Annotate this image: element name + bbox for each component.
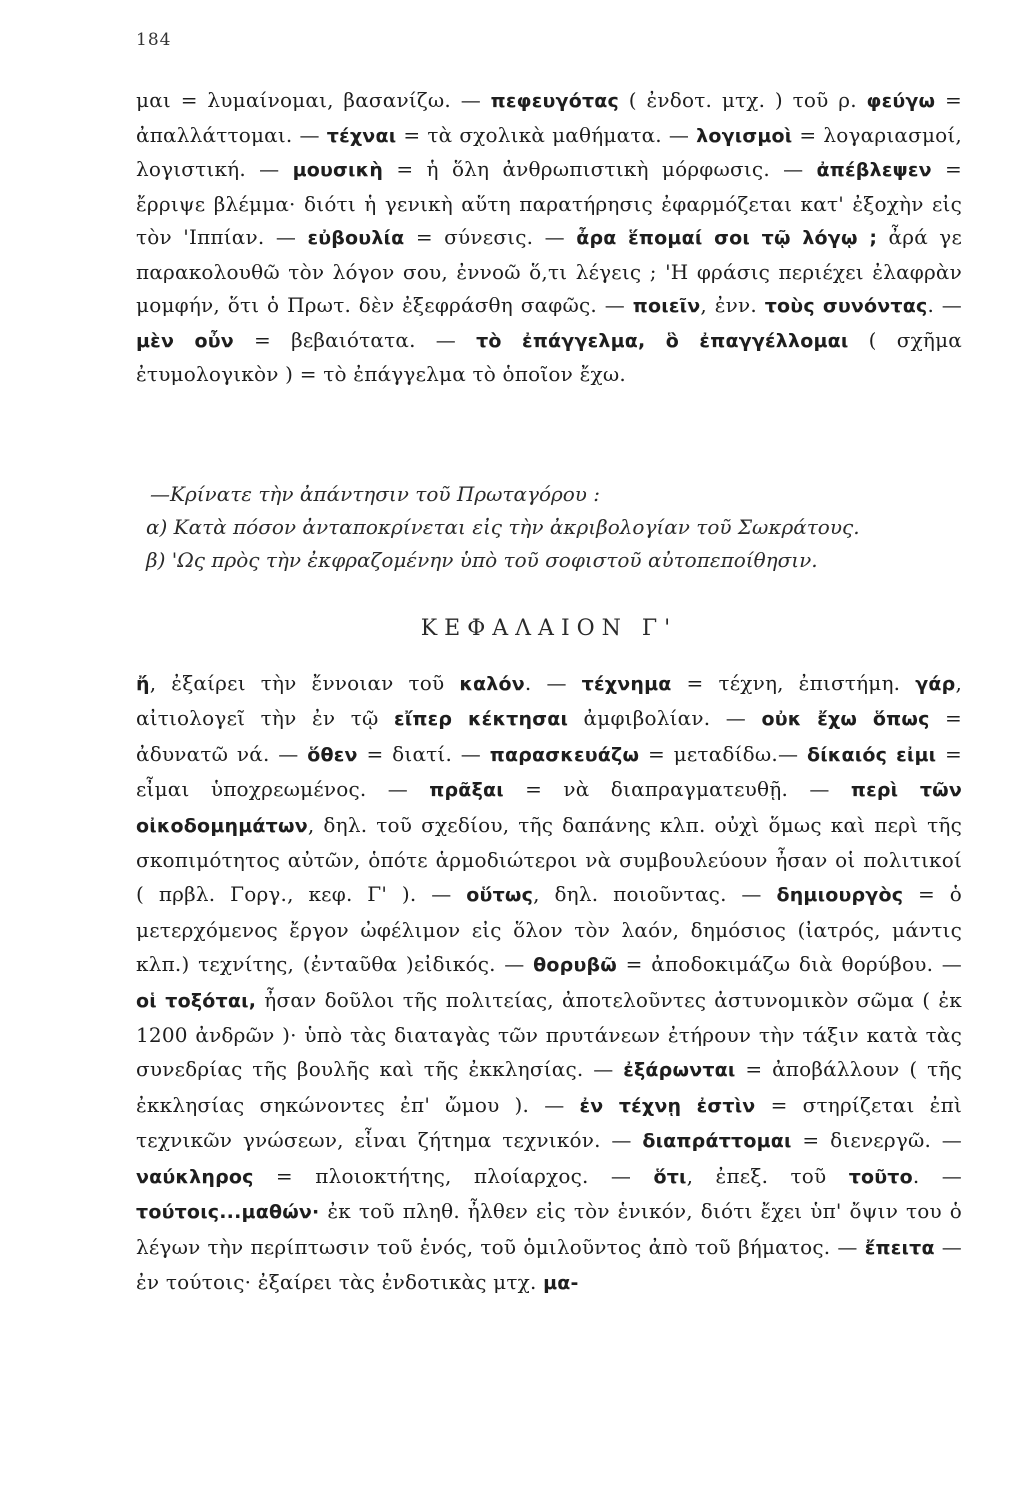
headword: δημιουργὸς <box>776 884 904 907</box>
gloss-text: = ἔρριψε βλέμμα· διότι ἡ γενικὴ αὕτη παρατήρησις ἐφαρμόζεται κατ' ἐξοχὴν εἰς τὸν 'Ιππίαν. — <box>136 157 963 249</box>
headword: ἤ <box>136 673 150 695</box>
headword: θορυβῶ <box>533 954 618 977</box>
headword: τοὺς συνόντας <box>764 295 928 317</box>
gloss-text: . — <box>912 1163 962 1188</box>
headword: ναύκληρος <box>136 1165 254 1188</box>
gloss-text: = ὁ μετερχόμενος ἔργον ὠφέλιμον εἰς ὅλον τὸν λαόν, δημόσιος (ἰατρός, μάντις κλπ.) τεχνίτης, (ἐνταῦθα )εἰδικός. — <box>136 882 962 977</box>
headword: ἐν τέχνῃ ἐστὶν <box>579 1094 756 1117</box>
headword: ὅθεν <box>307 743 358 766</box>
gloss-text: = τέχνη, ἐπιστήμη. <box>671 671 916 695</box>
headword: ἐξάρωνται <box>623 1059 736 1082</box>
gloss-text: = σύνεσις. — <box>404 225 577 249</box>
gloss-text: = βεβαιότατα. — <box>233 327 477 352</box>
question-item-a: α) Κατὰ πόσον ἀνταποκρίνεται εἰς τὴν ἀκριβολογίαν τοῦ Σωκράτους. <box>146 515 860 539</box>
headword: οὐκ ἔχω ὅπως <box>761 708 930 731</box>
headword: μὲν οὖν <box>136 329 234 352</box>
headword: φεύγω <box>866 90 936 112</box>
question-item-b: β) 'Ως πρὸς τὴν ἐκφραζομένην ὑπὸ τοῦ σοφιστοῦ αὐτοπεποίθησιν. <box>146 548 818 572</box>
headword: τέχνημα <box>581 673 672 695</box>
gloss-text: , δηλ. τοῦ σχεδίου, τῆς δαπάνης κλπ. οὐχὶ ὅμως καὶ περὶ τῆς σκοπιμότητος αὐτῶν, ὁπότε ἁρμοδιώτεροι νὰ συμβουλεύουν ἦσαν οἱ πολιτικοί ( πρβλ. Γοργ., κεφ. Γ' ). — <box>136 812 962 907</box>
page-number: 184 <box>136 30 172 50</box>
headword: ποιεῖν <box>632 295 701 317</box>
gloss-text: — ἐν τούτοις· ἐξαίρει τὰς ἐνδοτικὰς μτχ. <box>136 1234 963 1294</box>
headword: πρᾶξαι <box>429 779 504 802</box>
headword: εἴπερ κέκτησαι <box>394 708 569 731</box>
headword: μα- <box>543 1271 579 1294</box>
headword: εὐβουλία <box>307 227 405 249</box>
gloss-text: = ἀπαλλάττομαι. — <box>136 88 962 147</box>
chapter-glossary-paragraph <box>136 666 962 1300</box>
headword: λογισμοὶ <box>696 124 793 147</box>
headword: γάρ <box>915 673 956 695</box>
headword: τὸ ἐπάγγελμα, ὃ ἐπαγγέλλομαι <box>476 329 849 352</box>
gloss-text: = ἀποβάλλουν ( τῆς ἐκκλησίας σηκώνοντες ἐπ' ὤμου ). — <box>136 1057 962 1117</box>
gloss-text: , ἐξαίρει τὴν ἔννοιαν τοῦ <box>149 671 460 695</box>
gloss-text: = στηρίζεται ἐπὶ τεχνικῶν γνώσεων, εἶναι ζήτημα τεχνικόν. — <box>136 1092 962 1153</box>
headword: πεφευγότας <box>490 90 619 112</box>
glossary-paragraph <box>136 84 962 392</box>
gloss-text: ἀμφιβολίαν. — <box>568 706 762 731</box>
question-heading: —Κρίνατε τὴν ἀπάντησιν τοῦ Πρωταγόρου : <box>150 482 601 506</box>
gloss-text: = ἡ ὅλη ἀνθρωπιστικὴ μόρφωσις. — <box>383 157 817 181</box>
gloss-text: = πλοιοκτήτης, πλοίαρχος. — <box>253 1163 654 1188</box>
gloss-text: = λογαριασμοί, λογιστική. — <box>136 122 962 181</box>
gloss-text: = διατί. — <box>357 741 490 766</box>
gloss-text: ( ἐνδοτ. μτχ. ) τοῦ ρ. <box>618 88 867 112</box>
headword: τέχναι <box>326 124 397 147</box>
chapter-title: ΚΕΦΑΛΑΙΟΝ Γ' <box>420 616 678 641</box>
gloss-text: = εἶμαι ὑποχρεωμένος. — <box>136 741 962 802</box>
gloss-text: ( σχῆμα ἐτυμολογικὸν ) = τὸ ἐπάγγελμα τὸ ὁποῖον ἔχω. <box>136 327 962 386</box>
headword: οἱ τοξόται, <box>136 989 257 1012</box>
headword: τούτοις...μαθών· <box>136 1201 320 1224</box>
gloss-text: = μεταδίδω.— <box>639 741 807 766</box>
headword: μουσικὴ <box>292 159 384 181</box>
headword: τοῦτο <box>848 1165 913 1188</box>
headword: ἔπειτα <box>864 1236 935 1259</box>
gloss-text: = διενεργῶ. — <box>791 1128 962 1153</box>
gloss-text: , ἐνν. <box>700 293 765 317</box>
gloss-text: . — <box>927 293 962 317</box>
headword: ἀπέβλεψεν <box>816 159 932 181</box>
gloss-text: μαι = λυμαίνομαι, βασανίζω. — <box>136 88 491 112</box>
gloss-text: = τὰ σχολικὰ μαθήματα. — <box>396 122 697 147</box>
gloss-text: ἦσαν δοῦλοι τῆς πολιτείας, ἀποτελοῦντες ἀστυνομικὸν σῶμα ( ἐκ 1200 ἀνδρῶν )· ὑπὸ τὰς διαταγὰς τῶν πρυτάνεων ἐτήρουν τὴν τάξιν κατὰ τὰς συνεδρίας τῆς βουλῆς καὶ τῆς ἐκκλησίας. — <box>136 987 962 1082</box>
headword: οὕτως <box>466 884 534 907</box>
gloss-text: ἐκ τοῦ πληθ. ἦλθεν εἰς τὸν ἑνικόν, διότι ἔχει ὑπ' ὄψιν του ὁ λέγων τὴν περίπτωσιν τοῦ ἑνός, τοῦ ὁμιλοῦντος ἀπὸ τοῦ βήματος. — <box>136 1199 962 1259</box>
gloss-text: , δηλ. ποιοῦντας. — <box>533 882 777 907</box>
headword: διαπράττομαι <box>642 1130 792 1153</box>
headword: καλόν <box>459 673 525 695</box>
headword: ὅτι <box>653 1165 687 1188</box>
gloss-text: , αἰτιολογεῖ τὴν ἐν τῷ <box>136 671 962 731</box>
headword: δίκαιός εἰμι <box>806 743 937 766</box>
gloss-text: ἆρά γε παρακολουθῶ τὸν λόγον σου, ἐννοῶ ὅ,τι λέγεις ; 'Η φράσις περιέχει ἐλαφρὰν μομφήν, ὅτι ὁ Πρωτ. δὲν ἐξεφράσθη σαφῶς. — <box>136 225 963 317</box>
headword: παρασκευάζω <box>489 743 640 766</box>
headword: ἆρα ἕπομαί σοι τῷ λόγῳ ; <box>576 227 878 249</box>
gloss-text: = ἀδυνατῶ νά. — <box>136 706 962 766</box>
gloss-text: , ἐπεξ. τοῦ <box>686 1163 849 1188</box>
gloss-text: = νὰ διαπραγματευθῇ. — <box>503 777 851 802</box>
gloss-text: = ἀποδοκιμάζω διὰ θορύβου. — <box>617 952 963 977</box>
headword: περὶ τῶν οἰκοδομημάτων <box>136 779 962 837</box>
gloss-text: . — <box>524 671 582 695</box>
exercise-questions <box>146 478 976 577</box>
